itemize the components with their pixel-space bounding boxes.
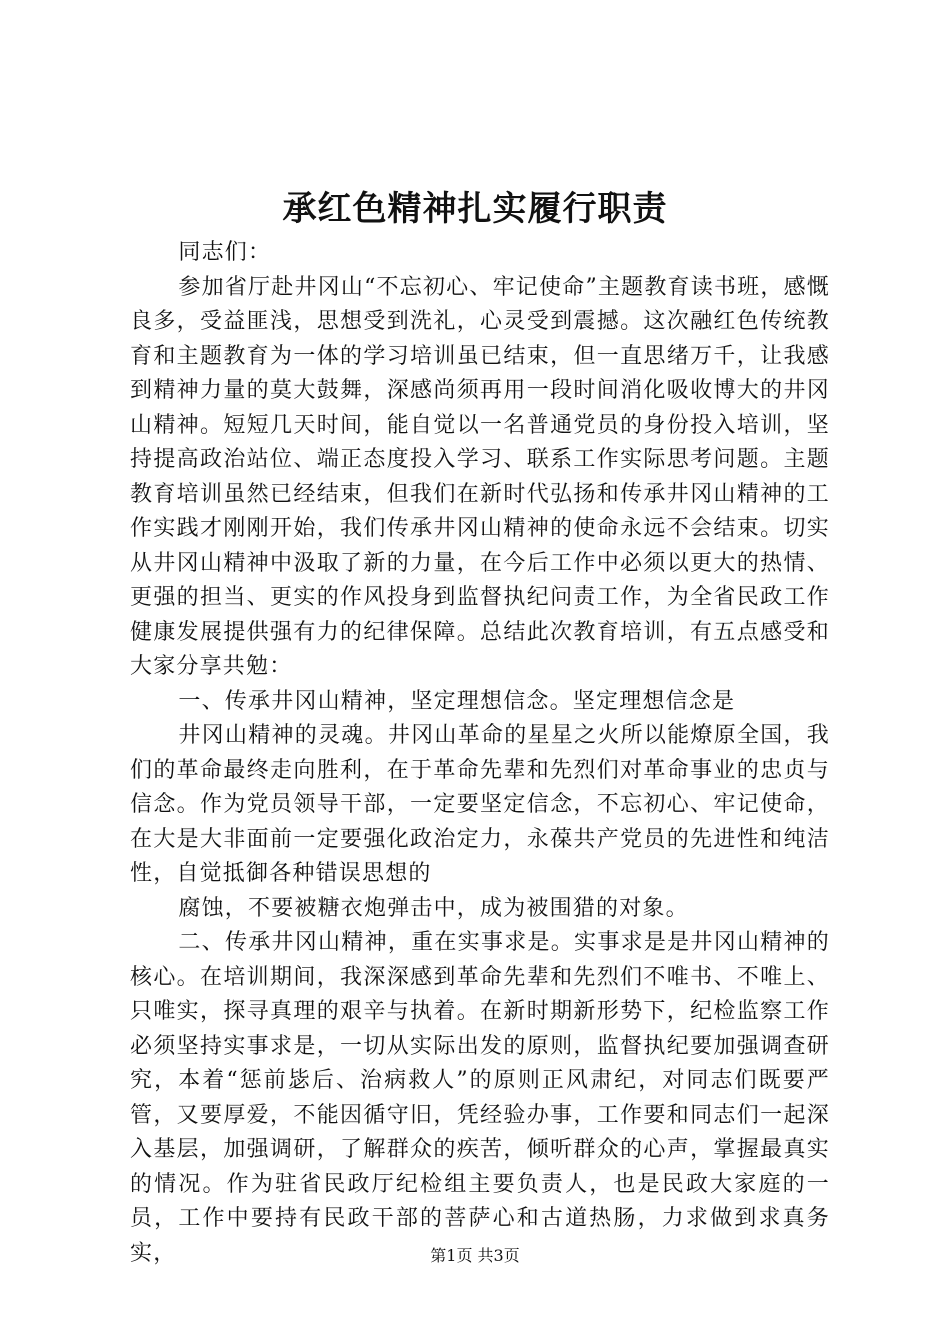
page-number-footer: 第1页 共3页 — [430, 1246, 520, 1265]
section-two-paragraph: 二、传承井冈山精神，重在实事求是。实事求是是井冈山精神的核心。在培训期间，我深深感到革命先辈和先烈们不唯书、不唯上、只唯实，探寻真理的艰辛与执着。在新时期新形势下，纪检监察工作必须坚持实事求是，一切从实际出发的原则，监督执纪要加强调查研究，本着“惩前毖后、治病救人”的原则正风肃纪，对同志们既要严管，又要厚爱，不能因循守旧，凭经验办事，工作要和同志们一起深入基层，加强调研，了解群众的疾苦，倾听群众的心声，掌握最真实的情况。作为驻省民政厅纪检组主要负责人，也是民政大家庭的一员，工作中要持有民政干部的菩萨心和古道热肠，力求做到求真务实， — [130, 930, 830, 1266]
section-one-heading-paragraph: 一、传承井冈山精神，坚定理想信念。坚定理想信念是 — [178, 688, 736, 714]
salutation-paragraph: 同志们： — [178, 240, 272, 265]
document-body — [130, 236, 830, 1271]
intro-paragraph: 参加省厅赴井冈山“不忘初心、牢记使命”主题教育读书班，感慨良多，受益匪浅，思想受到洗礼，心灵受到震撼。这次融红色传统教育和主题教育为一体的学习培训虽已结束，但一直思绪万千，让我感到精神力量的莫大鼓舞，深感尚须再用一段时间消化吸收博大的井冈山精神。短短几天时间，能自觉以一名普通党员的身份投入培训，坚持提高政治站位、端正态度投入学习、联系工作实际思考问题。主题教育培训虽然已经结束，但我们在新时代弘扬和传承井冈山精神的工作实践才刚刚开始，我们传承井冈山精神的使命永远不会结束。切实从井冈山精神中汲取了新的力量，在今后工作中必须以更大的热情、更强的担当、更实的作风投身到监督执纪问责工作，为全省民政工作健康发展提供强有力的纪律保障。总结此次教育培训，有五点感受和大家分享共勉： — [130, 274, 830, 679]
document-title: 承红色精神扎实履行职责 — [282, 189, 668, 229]
section-one-body-paragraph: 井冈山精神的灵魂。井冈山革命的星星之火所以能燎原全国，我们的革命最终走向胜利，在于革命先辈和先烈们对革命事业的忠贞与信念。作为党员领导干部，一定要坚定信念，不忘初心、牢记使命，在大是大非面前一定要强化政治定力，永葆共产党员的先进性和纯洁性，自觉抵御各种错误思想的 — [130, 723, 830, 886]
section-one-closing-paragraph: 腐蚀，不要被糖衣炮弹击中，成为被围猎的对象。 — [178, 895, 689, 921]
